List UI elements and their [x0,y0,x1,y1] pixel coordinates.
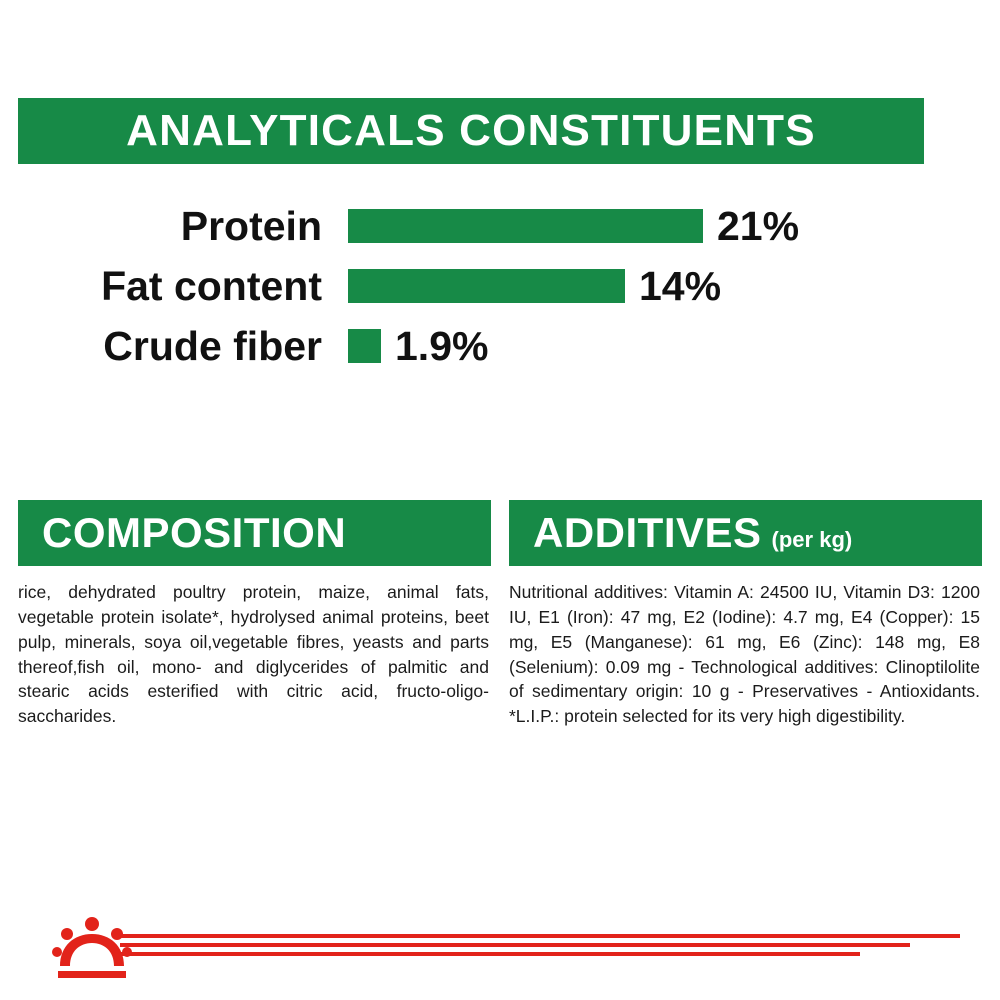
composition-title: COMPOSITION [42,509,347,556]
bar-label-fat-content: Fat content [101,262,322,309]
footer-rules [0,930,1000,956]
bar-track-protein [348,203,799,250]
bar-fill-protein [348,209,703,243]
analyticals-banner [18,98,924,164]
composition-text: rice, dehydrated poultry protein, maize, animal fats, vegetable protein isolate*, hydrolysed animal proteins, beet pulp, minerals, soya oil,vegetable fibres, yeasts and parts thereof,fish oil, mono- and diglycerides of palmitic and stearic acids esterified with citric acid, fructo-oligo-saccharides. [18,582,489,727]
footer-rule-line [120,943,910,947]
bar-fill-crude-fiber [348,329,381,363]
analyticals-bar-chart [18,196,924,376]
info-panels [18,500,982,729]
footer-rule-line [120,934,960,938]
composition-panel [18,500,491,729]
chart-row-protein [18,196,924,256]
footer-rule-line [120,952,860,956]
additives-title: ADDITIVES [533,509,762,556]
chart-row-fat-content [18,256,924,316]
page-title: ANALYTICALS CONSTITUENTS [126,106,816,155]
composition-header [18,500,491,566]
bar-value-protein: 21% [717,202,800,249]
additives-subtitle: (per kg) [771,527,853,552]
bar-fill-fat-content [348,269,625,303]
additives-text: Nutritional additives: Vitamin A: 24500 IU, Vitamin D3: 1200 IU, E1 (Iron): 47 mg, E2 (Iodine): 4.7 mg, E4 (Copper): 15 mg, E5 (Manganese): 61 mg, E6 (Zinc): 148 mg, E8 (Selenium): 0.09 mg - Technological additives: Clinoptilolite of sedimentary origin: 10 g - Preservatives - Antioxidants. *L.I.P.: protein selected for its very high digestibility. [509,582,980,727]
additives-header [509,500,982,566]
bar-track-fat-content [348,263,721,310]
bar-label-crude-fiber: Crude fiber [103,322,322,369]
chart-row-crude-fiber [18,316,924,376]
additives-panel [509,500,982,729]
bar-value-fat-content: 14% [639,262,722,309]
brand-logo-icon [52,916,132,988]
bar-track-crude-fiber [348,323,488,370]
bar-value-crude-fiber: 1.9% [395,322,489,369]
bar-label-protein: Protein [180,202,322,249]
